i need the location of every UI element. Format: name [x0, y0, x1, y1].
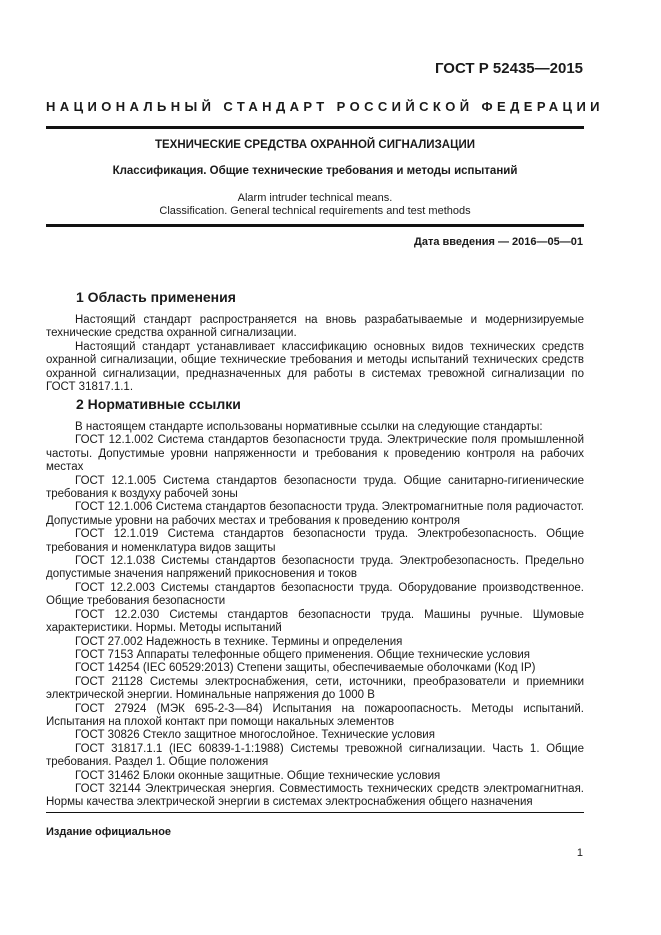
footer-rule [46, 812, 584, 813]
paragraph: В настоящем стандарте использованы нормативные ссылки на следующие стандарты: [75, 421, 543, 433]
section-2-body [46, 421, 584, 810]
national-standard-banner: НАЦИОНАЛЬНЫЙ СТАНДАРТ РОССИЙСКОЙ ФЕДЕРАЦИИ [46, 99, 604, 114]
page-number: 1 [576, 847, 583, 859]
introduction-date: Дата введения — 2016—05—01 [414, 236, 583, 248]
section-2-heading: 2 Нормативные ссылки [76, 396, 241, 412]
title-rule [46, 224, 584, 227]
reference-item: ГОСТ 32144 Электрическая энергия. Совместимость технических средств электромагнитная. Нормы качества электрической энергии в системах электроснабжения общего назначения [46, 782, 584, 809]
reference-item: ГОСТ 12.1.019 Система стандартов безопасности труда. Электробезопасность. Общие требования и номенклатура видов защиты [46, 528, 584, 554]
reference-item: ГОСТ 7153 Аппараты телефонные общего применения. Общие технические условия [75, 648, 531, 661]
paragraph: Настоящий стандарт распространяется на вновь разрабатываемые и модернизируемые технические средства охранной сигнализации. [46, 314, 584, 340]
reference-item: ГОСТ 12.1.005 Система стандартов безопасности труда. Общие санитарно-гигиенические требования к воздуху рабочей зоны [46, 474, 584, 501]
document-title: ТЕХНИЧЕСКИЕ СРЕДСТВА ОХРАННОЙ СИГНАЛИЗАЦИИ [154, 139, 476, 151]
english-title-line-1: Alarm intruder technical means. [237, 192, 393, 204]
reference-item: ГОСТ 14254 (IEC 60529:2013) Степени защиты, обеспечиваемые оболочками (Код IP) [75, 662, 536, 675]
section-1-body [46, 314, 584, 394]
header-rule [46, 126, 584, 129]
paragraph: Настоящий стандарт устанавливает классификацию основных видов технических средств охранной сигнализации, общие технические требования и методы испытаний технических средств охранной сигнализации, предназначенных для работы в системах тревожной сигнализации по ГОСТ 31817.1.1. [46, 340, 584, 394]
reference-item: ГОСТ 31817.1.1 (IEC 60839-1-1:1988) Системы тревожной сигнализации. Часть 1. Общие требования. Раздел 1. Общие положения [46, 742, 584, 769]
english-title-line-2: Classification. General technical requirements and test methods [159, 205, 471, 217]
reference-item: ГОСТ 12.2.030 Системы стандартов безопасности труда. Машины ручные. Шумовые характеристики. Нормы. Методы испытаний [46, 608, 584, 635]
reference-item: ГОСТ 12.1.038 Системы стандартов безопасности труда. Электробезопасность. Предельно допустимые значения напряжений прикосновения и токов [46, 555, 584, 581]
reference-item: ГОСТ 12.2.003 Системы стандартов безопасности труда. Оборудование производственное. Общие требования безопасности [46, 581, 584, 608]
reference-item: ГОСТ 12.1.006 Система стандартов безопасности труда. Электромагнитные поля радиочастот. Допустимые уровни на рабочих местах и требования к проведению контроля [46, 501, 584, 527]
reference-item: ГОСТ 12.1.002 Система стандартов безопасности труда. Электрические поля промышленной частоты. Допустимые уровни напряженности и требования к проведению контроля на рабочих местах [46, 434, 584, 474]
reference-item: ГОСТ 27924 (МЭК 695-2-3—84) Испытания на пожароопасность. Методы испытаний. Испытания на плохой контакт при помощи накальных элементов [46, 702, 584, 728]
english-title [46, 192, 584, 218]
document-subtitle: Классификация. Общие технические требования и методы испытаний [112, 165, 518, 177]
gost-number: ГОСТ Р 52435—2015 [434, 60, 583, 77]
section-1-heading: 1 Область применения [76, 289, 236, 305]
reference-item: ГОСТ 31462 Блоки оконные защитные. Общие технические условия [75, 769, 441, 782]
reference-item: ГОСТ 30826 Стекло защитное многослойное. Технические условия [75, 729, 435, 742]
reference-item: ГОСТ 21128 Системы электроснабжения, сети, источники, преобразователи и приемники электрической энергии. Номинальные напряжения до 1000 В [46, 675, 584, 702]
official-edition-label: Издание официальное [46, 826, 172, 838]
reference-item: ГОСТ 27.002 Надежность в технике. Термины и определения [75, 635, 403, 648]
